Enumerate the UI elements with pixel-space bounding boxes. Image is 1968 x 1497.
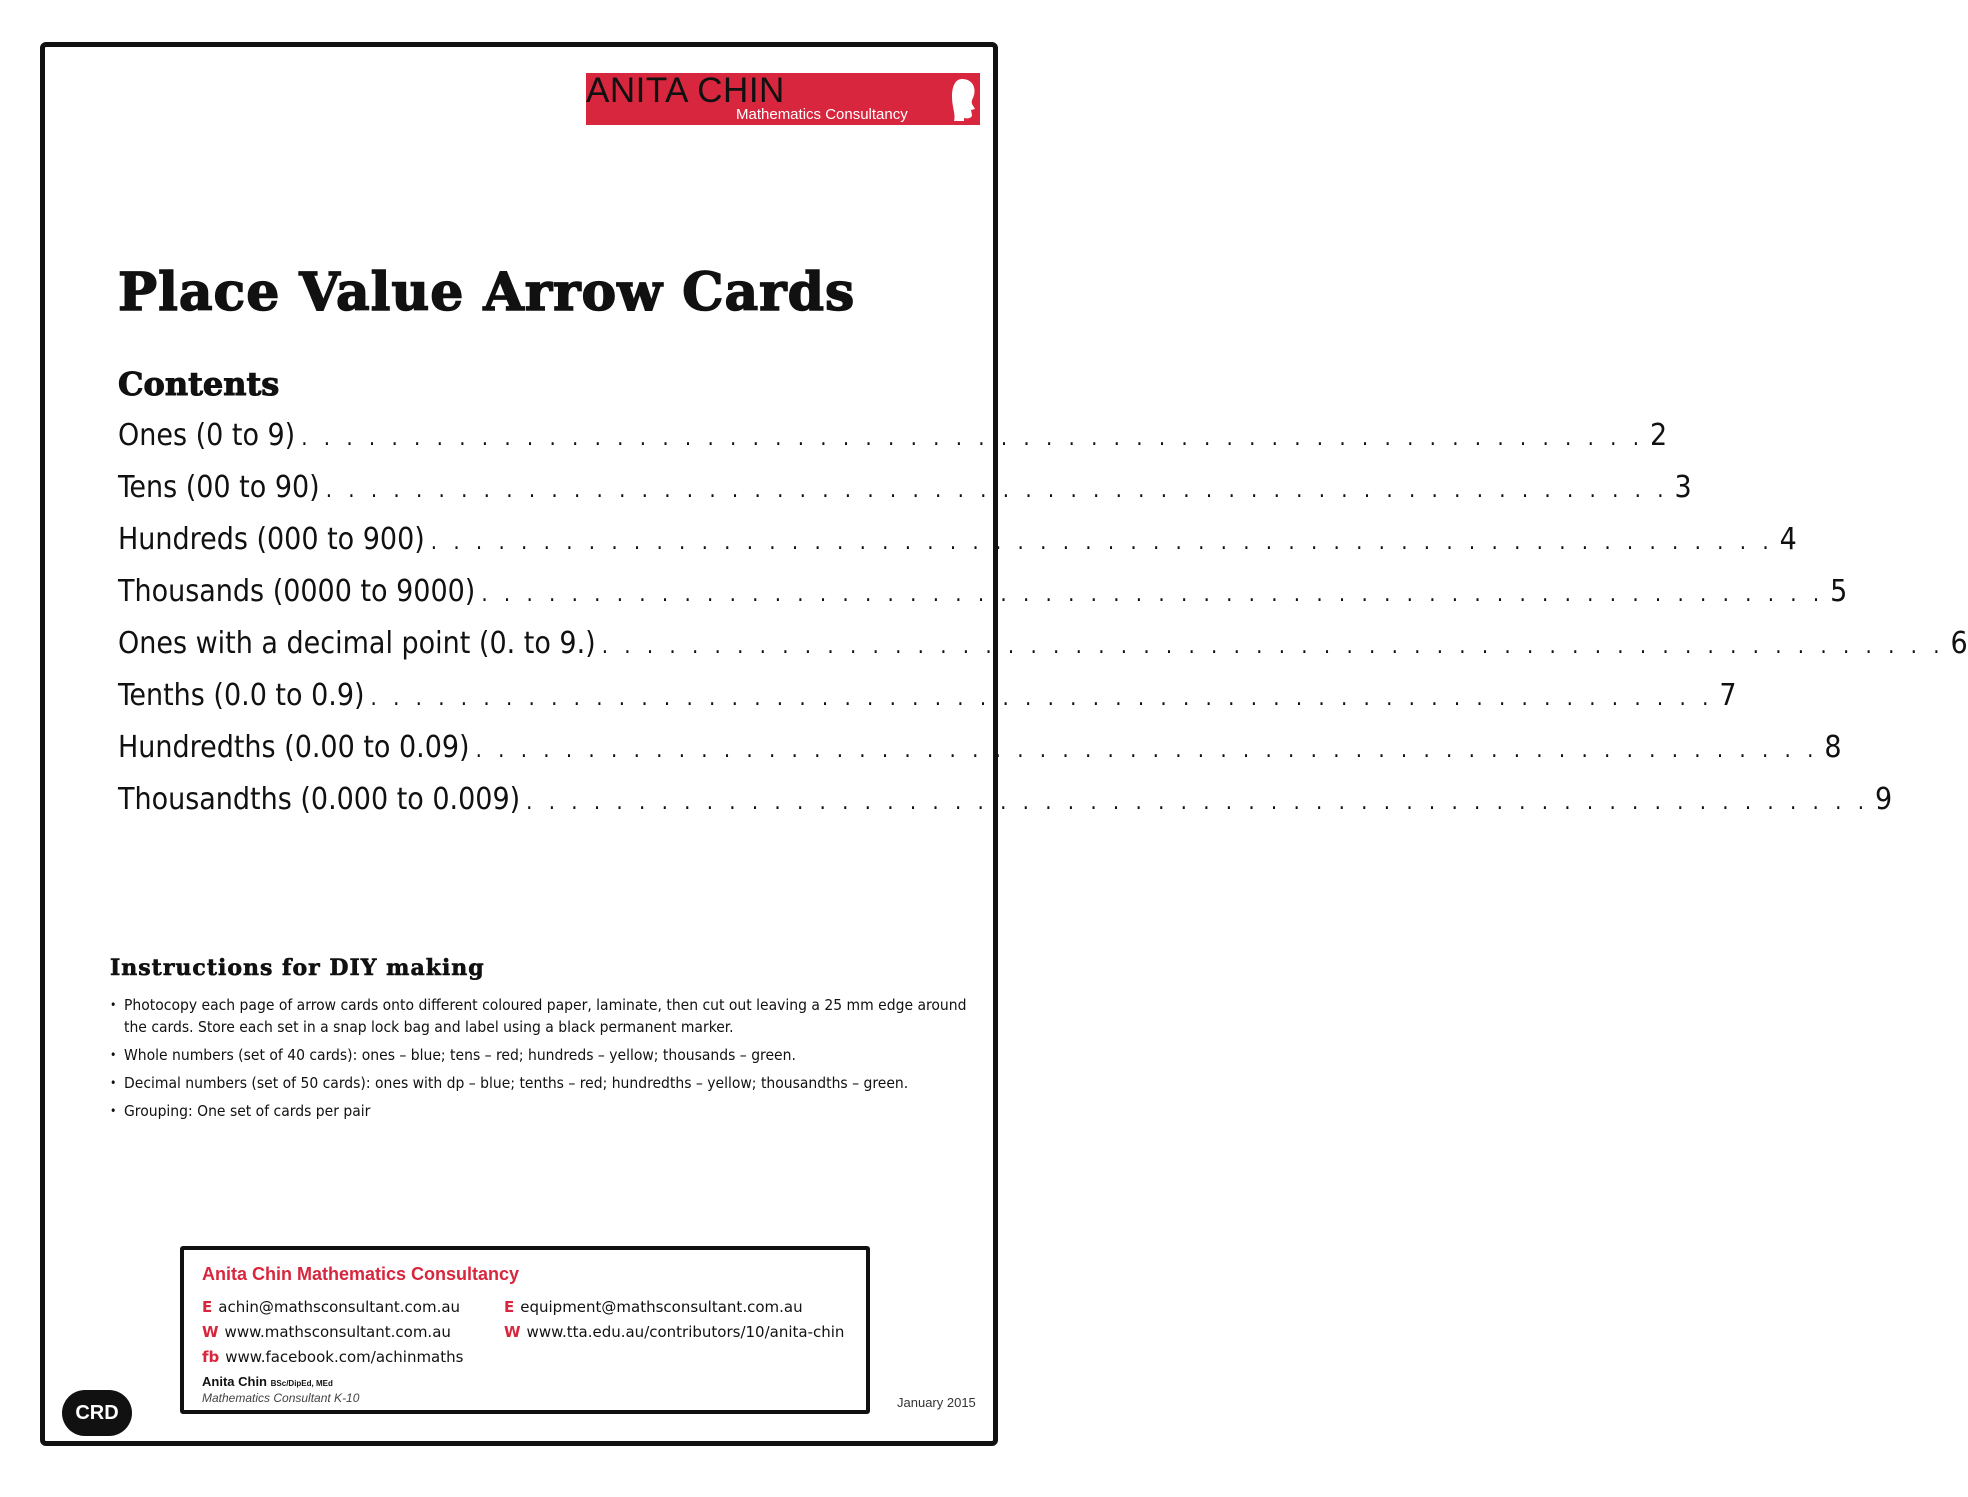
consultant-role: Mathematics Consultant K-10 <box>202 1391 360 1405</box>
table-of-contents <box>118 418 1968 834</box>
list-item <box>110 1072 970 1094</box>
list-item <box>110 1044 970 1066</box>
publication-date: January 2015 <box>897 1395 976 1410</box>
fb-label: fb <box>202 1348 220 1366</box>
toc-row <box>118 626 1968 678</box>
bullet-icon: • <box>110 998 117 1012</box>
website-tta <box>504 1323 844 1341</box>
web-link[interactable]: www.tta.edu.au/contributors/10/anita-chin <box>526 1323 845 1341</box>
contact-title: Anita Chin Mathematics Consultancy <box>202 1264 520 1284</box>
list-item <box>110 1100 970 1122</box>
toc-leader: . . . . . . . . . . . . . . . . . . . . . . . . . . . . . . . . . . . . . . . . . . . . . . . . . . . . . . . . . . . . <box>526 790 1869 815</box>
toc-leader: . . . . . . . . . . . . . . . . . . . . . . . . . . . . . . . . . . . . . . . . . . . . . . . . . . . . . . . . . . . . <box>301 426 1645 451</box>
name-text: Anita Chin <box>202 1374 267 1389</box>
brand-subtitle: Mathematics Consultancy <box>736 106 908 123</box>
toc-page: 2 <box>1650 418 1668 453</box>
brand-name: ANITA CHIN <box>586 71 785 110</box>
toc-page: 4 <box>1779 522 1797 557</box>
toc-label: Tenths (0.0 to 0.9) <box>118 678 365 713</box>
toc-label: Thousands (0000 to 9000) <box>118 574 476 609</box>
email-link[interactable]: equipment@mathsconsultant.com.au <box>520 1298 803 1316</box>
toc-label: Ones with a decimal point (0. to 9.) <box>118 626 596 661</box>
web-label: W <box>202 1323 219 1341</box>
bullet-icon: • <box>110 1076 117 1090</box>
qualifications: BSc/DipEd, MEd <box>270 1379 333 1388</box>
toc-page: 8 <box>1824 730 1842 765</box>
toc-page: 5 <box>1830 574 1848 609</box>
code-badge: CRD <box>62 1390 132 1436</box>
toc-row <box>118 418 1668 470</box>
toc-label: Thousandths (0.000 to 0.009) <box>118 782 521 817</box>
bullet-icon: • <box>110 1104 117 1118</box>
toc-row <box>118 470 1692 522</box>
toc-leader: . . . . . . . . . . . . . . . . . . . . . . . . . . . . . . . . . . . . . . . . . . . . . . . . . . . . . . . . . . . . <box>430 530 1774 555</box>
page-title: Place Value Arrow Cards <box>118 262 856 323</box>
toc-leader: . . . . . . . . . . . . . . . . . . . . . . . . . . . . . . . . . . . . . . . . . . . . . . . . . . . . . . . . . . . . <box>370 686 1714 711</box>
brand-logo <box>586 73 980 125</box>
toc-leader: . . . . . . . . . . . . . . . . . . . . . . . . . . . . . . . . . . . . . . . . . . . . . . . . . . . . . . . . . . . . <box>601 634 1945 659</box>
list-item <box>110 994 970 1038</box>
toc-label: Hundreds (000 to 900) <box>118 522 425 557</box>
web-label: W <box>504 1323 521 1341</box>
toc-label: Ones (0 to 9) <box>118 418 296 453</box>
email-primary <box>202 1298 460 1316</box>
toc-leader: . . . . . . . . . . . . . . . . . . . . . . . . . . . . . . . . . . . . . . . . . . . . . . . . . . . . . . . . . . . . <box>475 738 1819 763</box>
bullet-icon: • <box>110 1048 117 1062</box>
email-link[interactable]: achin@mathsconsultant.com.au <box>218 1298 461 1316</box>
facebook-link[interactable]: www.facebook.com/achinmaths <box>225 1348 464 1366</box>
website-primary <box>202 1323 451 1341</box>
toc-row <box>118 574 1848 626</box>
instruction-text: Decimal numbers (set of 50 cards): ones with dp – blue; tenths – red; hundredths – yellow; thousandths – green. <box>124 1074 909 1092</box>
head-silhouette-icon <box>950 77 976 121</box>
facebook <box>202 1348 463 1366</box>
contact-box <box>180 1246 870 1414</box>
toc-leader: . . . . . . . . . . . . . . . . . . . . . . . . . . . . . . . . . . . . . . . . . . . . . . . . . . . . . . . . . . . . <box>325 478 1669 503</box>
instruction-text: Photocopy each page of arrow cards onto different coloured paper, laminate, then cut out leaving a 25 mm edge around the cards. Store each set in a snap lock bag and label using a black permanent marker. <box>124 996 967 1036</box>
instruction-text: Whole numbers (set of 40 cards): ones – blue; tens – red; hundreds – yellow; thousands – green. <box>124 1046 796 1064</box>
contents-heading: Contents <box>118 365 280 403</box>
toc-page: 7 <box>1719 678 1737 713</box>
toc-page: 6 <box>1950 626 1968 661</box>
instructions-list <box>110 994 970 1128</box>
email-label: E <box>202 1298 213 1316</box>
consultant-name <box>202 1374 333 1389</box>
instructions-heading: Instructions for DIY making <box>110 955 485 981</box>
web-link[interactable]: www.mathsconsultant.com.au <box>224 1323 451 1341</box>
email-label: E <box>504 1298 515 1316</box>
toc-row <box>118 730 1842 782</box>
instruction-text: Grouping: One set of cards per pair <box>124 1102 371 1120</box>
toc-row <box>118 522 1797 574</box>
toc-label: Hundredths (0.00 to 0.09) <box>118 730 470 765</box>
toc-page: 9 <box>1874 782 1893 817</box>
toc-row <box>118 678 1737 730</box>
toc-row <box>118 782 1893 834</box>
toc-label: Tens (00 to 90) <box>118 470 320 505</box>
email-equipment <box>504 1298 803 1316</box>
toc-page: 3 <box>1674 470 1692 505</box>
toc-leader: . . . . . . . . . . . . . . . . . . . . . . . . . . . . . . . . . . . . . . . . . . . . . . . . . . . . . . . . . . . . <box>481 582 1825 607</box>
